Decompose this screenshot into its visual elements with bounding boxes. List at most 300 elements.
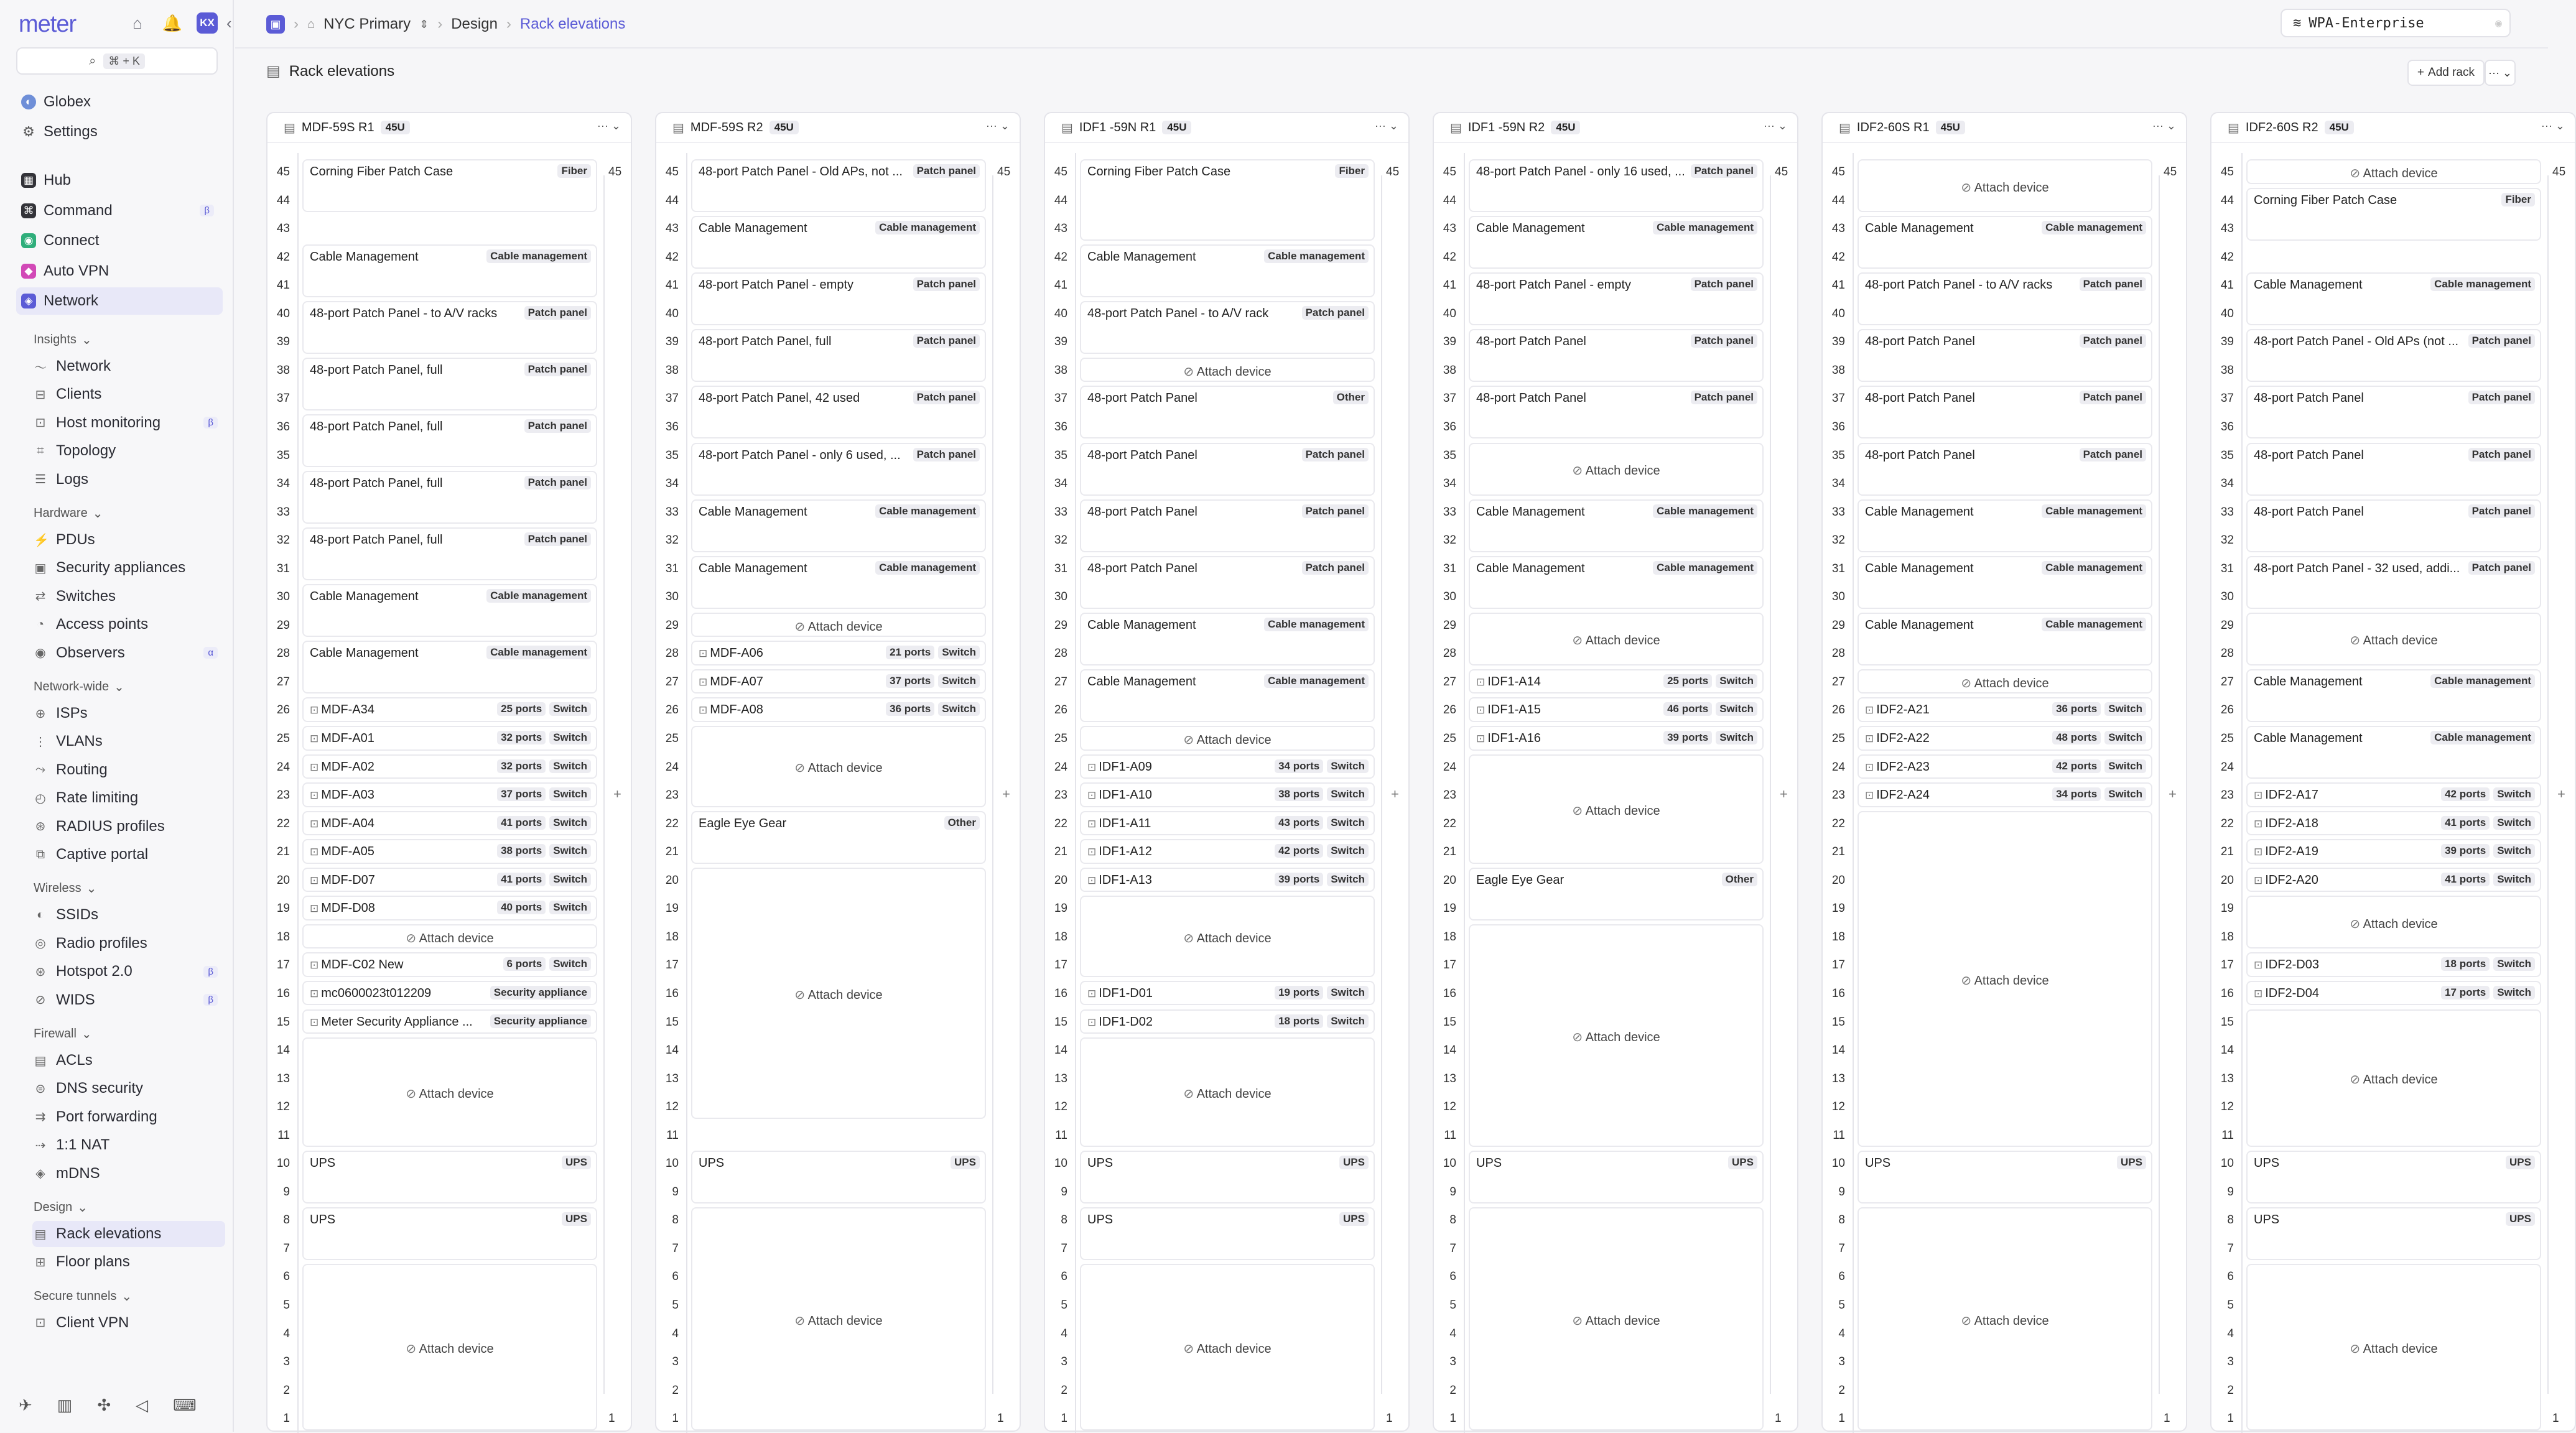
keyboard-icon[interactable]: ⌨ (173, 1396, 197, 1414)
attach-device-slot[interactable] (1080, 726, 1375, 751)
rack-device[interactable] (1858, 726, 2152, 751)
rack-menu-button[interactable]: ··· ⌄ (1763, 119, 1787, 132)
attach-device-slot[interactable] (1469, 613, 1764, 665)
rack-device[interactable] (1858, 329, 2152, 382)
unit-number: 26 (1054, 703, 1067, 717)
sidebar-item-radius-profiles[interactable] (32, 814, 225, 840)
attach-device-slot[interactable] (691, 1207, 986, 1430)
device-name: 48-port Patch Panel - 32 used, addi... (2254, 561, 2460, 575)
rack-device[interactable] (302, 981, 597, 1006)
rack-device[interactable] (302, 1207, 597, 1260)
attach-device-slot[interactable] (1858, 159, 2152, 212)
rack-device[interactable] (1080, 1009, 1375, 1034)
unit-number: 33 (1443, 505, 1456, 519)
layout-icon[interactable]: ▥ (57, 1396, 73, 1414)
switch-icon: ⊡ (310, 789, 319, 802)
rack-device[interactable] (2246, 1207, 2541, 1260)
rack-device[interactable] (302, 159, 597, 212)
rack-device[interactable] (1469, 272, 1764, 325)
device-label (699, 817, 786, 831)
attach-device-slot[interactable] (1469, 924, 1764, 1147)
rack-device[interactable] (1469, 868, 1764, 921)
switch-icon: ⊡ (1865, 789, 1874, 802)
unit-number: 1 (1386, 1412, 1393, 1426)
rack-device[interactable] (1469, 669, 1764, 694)
attach-device-text: Attach device (807, 619, 883, 634)
device-tag: 18 ports (2441, 957, 2490, 971)
device-tags (2080, 391, 2146, 404)
unit-number: 31 (276, 562, 290, 575)
rack-device[interactable] (2246, 868, 2541, 893)
unit-number: 35 (2220, 448, 2234, 462)
rack-device[interactable] (302, 414, 597, 467)
rack-menu-button[interactable]: ··· ⌄ (985, 119, 1010, 132)
section-secure-tunnels[interactable] (34, 1289, 132, 1304)
device-tag: Switch (1716, 702, 1757, 716)
collapse-sidebar-icon[interactable]: ‹ (226, 14, 232, 32)
rack-device[interactable] (302, 641, 597, 693)
add-to-rack-icon[interactable]: + (1391, 786, 1399, 802)
rack-header (1434, 113, 1797, 143)
attach-device-slot[interactable] (1858, 811, 2152, 1148)
device-name: Cable Management (1087, 249, 1196, 264)
rack-device[interactable] (691, 216, 986, 269)
attach-device-slot[interactable] (302, 1264, 597, 1430)
rack-device[interactable] (1858, 1151, 2152, 1203)
rack-device[interactable] (691, 697, 986, 722)
attach-device-label (692, 619, 985, 634)
device-name: MDF-A03 (321, 788, 374, 802)
unit-number: 16 (665, 986, 679, 1000)
sidebar-item-vlans[interactable] (32, 728, 225, 754)
attach-device-slot[interactable] (2246, 613, 2541, 665)
rack-device[interactable] (2246, 499, 2541, 552)
unit-number: 42 (1443, 250, 1456, 264)
rack-device[interactable] (1469, 216, 1764, 269)
rack-device[interactable] (302, 754, 597, 779)
unit-number: 34 (1443, 477, 1456, 491)
attach-device-slot[interactable] (691, 868, 986, 1119)
attach-device-slot[interactable] (302, 924, 597, 949)
sidebar-item-globex[interactable] (16, 88, 223, 116)
rack-device[interactable] (302, 358, 597, 410)
rack-device[interactable] (1080, 244, 1375, 297)
sidebar-item-radio-profiles[interactable] (32, 930, 225, 957)
rack-device[interactable] (302, 697, 597, 722)
switch-icon: ⊡ (310, 987, 319, 999)
rack-device[interactable] (1080, 556, 1375, 609)
rack-menu-button[interactable]: ··· ⌄ (2152, 119, 2176, 132)
unit-number: 14 (665, 1044, 679, 1057)
attach-device-slot[interactable] (1080, 896, 1375, 977)
more-menu-button[interactable]: ··· ⌄ (2485, 60, 2516, 86)
unit-number: 23 (1831, 789, 1845, 802)
rack-device[interactable] (2246, 386, 2541, 438)
device-name: IDF1-D02 (1099, 1014, 1153, 1029)
unit-number: 9 (672, 1185, 679, 1199)
sidebar-item-client-vpn[interactable] (32, 1310, 225, 1336)
breadcrumb-section[interactable]: Design (451, 16, 498, 32)
rack-device[interactable] (1080, 981, 1375, 1006)
beta-badge: β (203, 966, 218, 978)
device-tags (1275, 873, 1369, 886)
rack-device[interactable] (1080, 613, 1375, 665)
device-tags (486, 249, 591, 263)
rack-device[interactable] (691, 556, 986, 609)
rack-device[interactable] (302, 301, 597, 354)
attach-device-slot[interactable] (1080, 1037, 1375, 1147)
add-to-rack-icon[interactable]: + (1002, 786, 1010, 802)
attach-device-text: Attach device (1974, 180, 2049, 195)
rack-device[interactable] (302, 811, 597, 836)
attach-device-slot[interactable] (2246, 159, 2541, 184)
attach-device-slot[interactable] (2246, 896, 2541, 948)
page-title: Rack elevations (289, 62, 395, 80)
sidebar-item-routing[interactable] (32, 757, 225, 783)
rack-device[interactable] (1858, 272, 2152, 325)
add-to-rack-icon[interactable]: + (2557, 786, 2565, 802)
rack-device[interactable] (1469, 726, 1764, 751)
section-hardware[interactable] (34, 506, 103, 521)
unit-number: 30 (1831, 590, 1845, 604)
rack-device[interactable] (302, 952, 597, 977)
unit-number: 21 (665, 845, 679, 859)
host-monitoring-icon: ⊡ (35, 416, 46, 430)
rack-device[interactable] (1858, 697, 2152, 722)
switch-icon: ⊡ (2254, 987, 2263, 999)
add-to-rack-icon[interactable]: + (1780, 786, 1788, 802)
attach-device-slot[interactable] (1080, 1264, 1375, 1430)
rack-device[interactable] (1469, 1151, 1764, 1203)
megaphone-icon[interactable]: ◁ (136, 1396, 149, 1414)
rack-device[interactable] (2246, 952, 2541, 977)
rack-device[interactable] (1080, 1151, 1375, 1203)
sidebar-item-pdus[interactable] (32, 527, 225, 553)
add-to-rack-icon[interactable]: + (2169, 786, 2177, 802)
rack-device[interactable] (1858, 216, 2152, 269)
sidebar-item-mdns[interactable] (32, 1161, 225, 1187)
beta-badge: β (203, 417, 218, 429)
rack-card (1044, 112, 1410, 1432)
device-name: IDF2-D03 (2265, 958, 2319, 972)
rack-device[interactable] (302, 584, 597, 637)
rack-device[interactable] (302, 896, 597, 921)
attach-device-label (2248, 1341, 2540, 1356)
section-insights[interactable] (34, 332, 92, 348)
device-name: UPS (1087, 1213, 1114, 1227)
store-icon[interactable]: ⌂ (133, 13, 142, 32)
apps-icon[interactable]: ✣ (97, 1396, 111, 1414)
sidebar-item-floor-plans[interactable] (32, 1249, 225, 1275)
attach-device-slot[interactable] (691, 726, 986, 807)
rack-device[interactable] (2246, 556, 2541, 609)
section-firewall[interactable] (34, 1026, 92, 1042)
sidebar-item-observers[interactable] (32, 640, 225, 666)
unit-number: 31 (1831, 562, 1845, 575)
unit-number: 12 (1443, 1100, 1456, 1114)
sidebar-item-dns-security[interactable] (32, 1075, 225, 1101)
device-tag: Switch (549, 957, 591, 971)
device-tags (562, 1156, 591, 1169)
add-rack-button[interactable] (2407, 60, 2485, 86)
device-name: IDF1-A10 (1099, 788, 1152, 802)
attach-device-slot[interactable] (1858, 1207, 2152, 1430)
attach-device-slot[interactable] (1469, 1207, 1764, 1430)
rack-device[interactable] (2246, 981, 2541, 1006)
rack-rail (1464, 153, 1465, 1433)
unit-number: 1 (1838, 1412, 1845, 1426)
section-network-wide[interactable] (34, 679, 124, 695)
rack-device[interactable] (1080, 669, 1375, 722)
section-wireless[interactable] (34, 881, 96, 896)
device-tag: 42 ports (2441, 787, 2490, 801)
rack-device[interactable] (691, 159, 986, 212)
sidebar-item-label: Security appliances (56, 559, 186, 577)
sidebar-item-topology[interactable] (32, 438, 225, 464)
attach-device-label (1859, 180, 2151, 195)
attach-device-text: Attach device (1585, 634, 1660, 648)
sidebar-item-switches[interactable] (32, 583, 225, 610)
sidebar-item-rack-elevations[interactable] (32, 1221, 225, 1247)
rack-device[interactable] (1469, 159, 1764, 212)
sidebar-item-isps[interactable] (32, 700, 225, 726)
attach-device-text: Attach device (2363, 634, 2438, 648)
rack-device[interactable] (1080, 839, 1375, 864)
sidebar-item-security-appliances[interactable] (32, 555, 225, 581)
device-tag: Cable management (1264, 618, 1369, 631)
rack-device[interactable] (1858, 782, 2152, 807)
device-label (699, 505, 807, 519)
sidebar-item-1-1-nat[interactable] (32, 1132, 225, 1158)
rack-device[interactable] (1080, 386, 1375, 438)
unit-number: 16 (1831, 986, 1845, 1000)
device-tags (1653, 504, 1757, 518)
rack-device[interactable] (1469, 556, 1764, 609)
home-icon[interactable]: ▣ (266, 15, 285, 34)
device-tag: Switch (549, 702, 591, 716)
attach-device-slot[interactable] (1469, 443, 1764, 496)
unit-number: 45 (1386, 165, 1400, 179)
rack-menu-button[interactable]: ··· ⌄ (2541, 119, 2565, 132)
rack-device[interactable] (2246, 782, 2541, 807)
sidebar-item-network[interactable] (16, 287, 223, 315)
unit-number: 37 (276, 392, 290, 406)
rack-device[interactable] (2246, 329, 2541, 382)
rack-device[interactable] (302, 1009, 597, 1034)
device-tags (2468, 334, 2535, 348)
device-tag: Switch (2493, 957, 2535, 971)
bell-icon[interactable]: 🔔 (162, 13, 183, 32)
device-tag: Switch (2104, 787, 2146, 801)
rack-menu-button[interactable]: ··· ⌄ (1374, 119, 1398, 132)
sidebar-item-hub[interactable] (16, 167, 223, 194)
sidebar-item-wids[interactable] (32, 987, 225, 1013)
device-tags (1302, 504, 1369, 518)
rack-card (1821, 112, 2187, 1432)
rack-device[interactable] (1858, 443, 2152, 496)
sidebar-item-logs[interactable] (32, 466, 225, 493)
sidebar-item-host-monitoring[interactable] (32, 410, 225, 436)
sidebar-item-settings[interactable] (16, 118, 223, 146)
device-name: IDF2-A19 (2265, 845, 2318, 859)
device-name: 48-port Patch Panel (2254, 448, 2364, 462)
rack-device[interactable] (2246, 188, 2541, 241)
sidebar-item-auto-vpn[interactable] (16, 257, 223, 285)
attach-device-slot[interactable] (302, 1037, 597, 1147)
unit-number: 16 (2220, 986, 2234, 1000)
sidebar-item-clients[interactable] (32, 381, 225, 407)
rack-device[interactable] (1858, 754, 2152, 779)
unit-number: 17 (665, 958, 679, 972)
attach-device-text: Attach device (807, 988, 883, 1002)
sidebar-item-label: mDNS (56, 1164, 100, 1182)
device-tag: Cable management (1264, 674, 1369, 688)
device-tags (2042, 618, 2146, 631)
device-tag: 6 ports (503, 957, 546, 971)
sidebar-item-label: Hotspot 2.0 (56, 963, 133, 980)
attach-device-label (1859, 1313, 2151, 1329)
attach-device-text: Attach device (1196, 1342, 1272, 1356)
switch-icon: ⊡ (310, 846, 319, 858)
rack-device[interactable] (302, 471, 597, 524)
rack-device[interactable] (1469, 499, 1764, 552)
unit-number: 37 (1054, 392, 1067, 406)
attach-device-slot[interactable] (691, 613, 986, 638)
rack-device[interactable] (691, 272, 986, 325)
device-tag: Patch panel (913, 448, 980, 461)
device-label (2254, 193, 2397, 208)
sidebar-item-rate-limiting[interactable] (32, 785, 225, 811)
device-tags (2042, 504, 2146, 518)
device-name: 48-port Patch Panel - Old APs, not ... (699, 165, 903, 179)
attach-device-slot[interactable] (1080, 358, 1375, 383)
rack-device[interactable] (1858, 613, 2152, 665)
rack-device[interactable] (2246, 839, 2541, 864)
sidebar-item-access-points[interactable] (32, 611, 225, 638)
device-tags (944, 816, 980, 830)
attach-device-text: Attach device (1196, 1087, 1272, 1101)
sidebar-item-captive-portal[interactable] (32, 842, 225, 868)
attach-device-text: Attach device (2363, 917, 2438, 931)
sidebar-item-network[interactable] (32, 353, 225, 379)
rack-device[interactable] (1080, 782, 1375, 807)
rack-device[interactable] (1080, 754, 1375, 779)
sidebar-item-ssids[interactable] (32, 902, 225, 928)
rack-device[interactable] (691, 641, 986, 665)
device-tag: Switch (549, 873, 591, 886)
rack-device[interactable] (691, 499, 986, 552)
device-tag: Cable management (1264, 249, 1369, 263)
rack-size-badge: 45U (1936, 121, 1965, 134)
rack-device[interactable] (302, 839, 597, 864)
unit-number: 33 (665, 505, 679, 519)
attach-device-text: Attach device (419, 1087, 494, 1101)
rack-device[interactable] (302, 782, 597, 807)
rack-device[interactable] (1080, 1207, 1375, 1260)
rack-device[interactable] (302, 527, 597, 580)
rack-device[interactable] (1080, 868, 1375, 893)
rack-device[interactable] (691, 669, 986, 694)
rack-device[interactable] (1469, 386, 1764, 438)
attach-device-text: Attach device (2363, 1342, 2438, 1356)
sidebar-item-command[interactable] (16, 197, 223, 225)
add-to-rack-icon[interactable]: + (613, 786, 621, 802)
rack-device[interactable] (2246, 443, 2541, 496)
rack-device[interactable] (2246, 272, 2541, 325)
rack-device[interactable] (2246, 669, 2541, 722)
rack-device[interactable] (2246, 1151, 2541, 1203)
rack-device[interactable] (1469, 697, 1764, 722)
rack-device[interactable] (1858, 556, 2152, 609)
sidebar-item-acls[interactable] (32, 1047, 225, 1074)
rocket-icon[interactable]: ✈ (19, 1396, 32, 1414)
rack-device[interactable] (302, 1151, 597, 1203)
attach-device-text: Attach device (807, 761, 883, 776)
rack-device[interactable] (1080, 811, 1375, 836)
rack-menu-button[interactable]: ··· ⌄ (597, 119, 621, 132)
rack-device[interactable] (2246, 811, 2541, 836)
eye-icon[interactable]: ◉ (2495, 16, 2502, 30)
unit-number: 21 (276, 845, 290, 859)
rack-device[interactable] (1858, 386, 2152, 438)
avatar[interactable]: KX (197, 12, 218, 34)
unit-number: 15 (665, 1015, 679, 1029)
rack-device[interactable] (691, 1151, 986, 1203)
unit-number: 43 (1054, 222, 1067, 236)
device-label (699, 448, 901, 463)
breadcrumb-network[interactable]: NYC Primary (323, 16, 411, 32)
device-tag: Switch (1716, 674, 1757, 688)
attach-device-slot[interactable] (1469, 754, 1764, 864)
rack-header (2211, 113, 2575, 143)
rack-device[interactable] (302, 244, 597, 297)
chevron-updown-icon[interactable]: ⇕ (419, 17, 429, 30)
unit-number: 1 (608, 1412, 615, 1426)
rack-rail (1853, 153, 1854, 1433)
rack-device[interactable] (1080, 159, 1375, 241)
gear-icon: ⚙ (22, 124, 35, 139)
device-tags (2501, 193, 2535, 206)
rack-device[interactable] (1080, 443, 1375, 496)
rack-device[interactable] (1080, 301, 1375, 354)
rack-device[interactable] (2246, 726, 2541, 779)
rack-device[interactable] (691, 329, 986, 382)
rack-device[interactable] (1858, 499, 2152, 552)
meter-logo[interactable]: meter (19, 11, 77, 37)
device-tag: Fiber (1335, 164, 1369, 178)
rack-device[interactable] (1080, 499, 1375, 552)
rack-device[interactable] (691, 386, 986, 438)
rack-device[interactable] (1469, 329, 1764, 382)
sidebar-item-port-forwarding[interactable] (32, 1104, 225, 1130)
sidebar-item-hotspot-2-0[interactable] (32, 958, 225, 985)
unit-number: 10 (2220, 1157, 2234, 1171)
page-title-group (266, 62, 394, 80)
rack-device[interactable] (302, 868, 597, 893)
attach-device-slot[interactable] (1858, 669, 2152, 694)
rack-device[interactable] (691, 443, 986, 496)
sidebar-item-connect[interactable] (16, 227, 223, 254)
attach-device-label (1081, 364, 1374, 379)
rack-device[interactable] (691, 811, 986, 864)
attach-device-slot[interactable] (2246, 1264, 2541, 1430)
attach-device-label (1470, 803, 1762, 819)
attach-device-slot[interactable] (2246, 1009, 2541, 1148)
search-button[interactable] (16, 47, 218, 75)
section-design[interactable] (34, 1200, 88, 1215)
rack-device[interactable] (302, 726, 597, 751)
ssid-selector[interactable] (2281, 9, 2511, 37)
